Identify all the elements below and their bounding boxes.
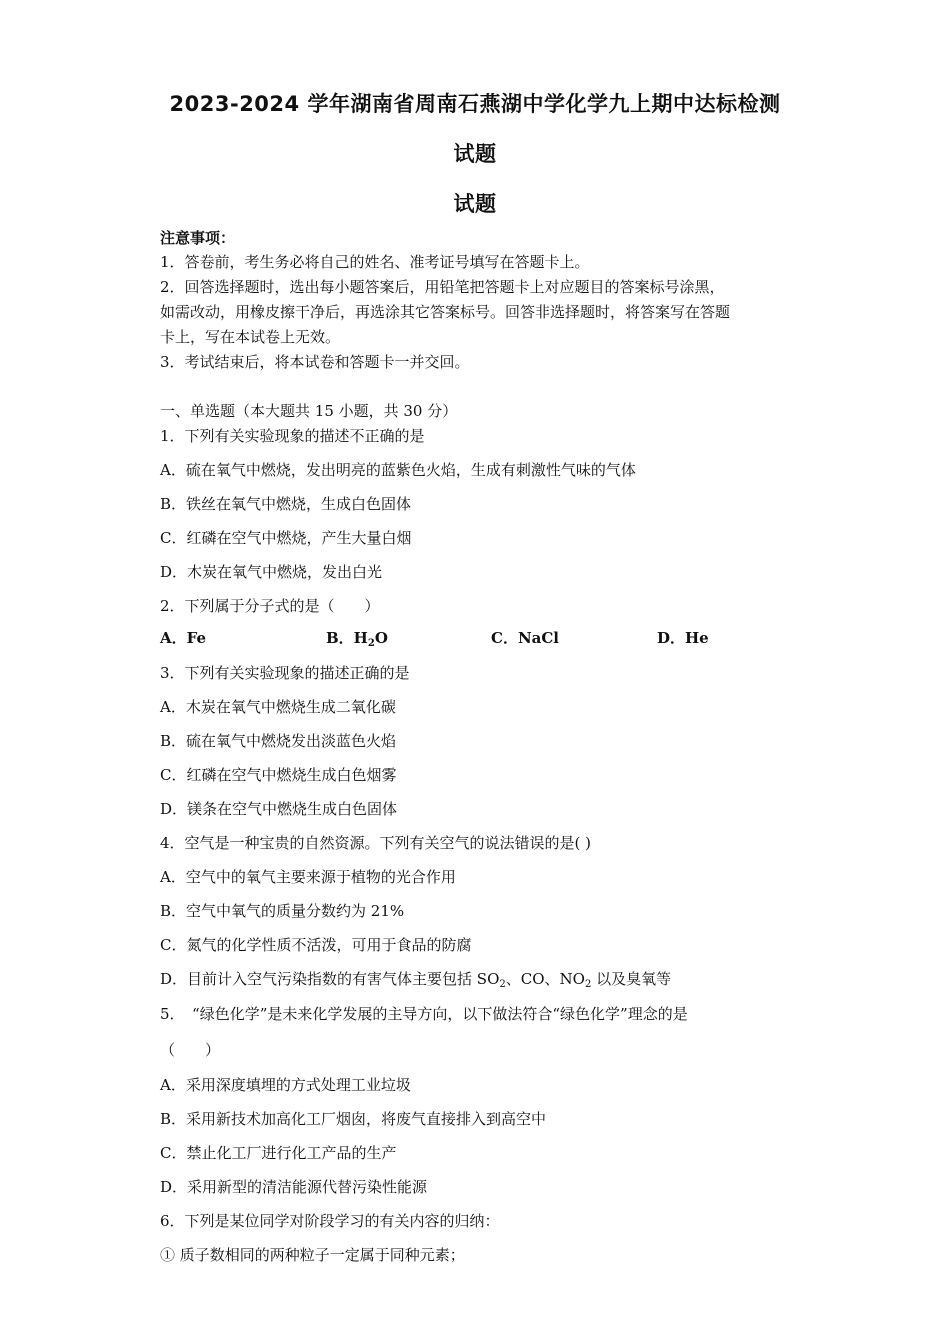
question-3-option-a: A．木炭在氧气中燃烧生成二氧化碳 (160, 698, 396, 716)
question-2-option-d: D．He (657, 629, 709, 647)
question-4-stem: 4．空气是一种宝贵的自然资源。下列有关空气的说法错误的是( ) (160, 834, 592, 852)
notice-item-1: 1．答卷前，考生务必将自己的姓名、准考证号填写在答题卡上。 (160, 253, 590, 271)
question-1-option-d: D．木炭在氧气中燃烧，发出白光 (160, 563, 383, 581)
document-title: 2023-2024 学年湖南省周南石燕湖中学化学九上期中达标检测 (169, 92, 781, 116)
question-2-option-a: A．Fe (160, 629, 207, 647)
option-b-suffix: O (374, 629, 388, 647)
question-1-option-a: A．硫在氧气中燃烧，发出明亮的蓝紫色火焰，生成有刺激性气味的气体 (160, 461, 636, 479)
question-6-item-1: ① 质子数相同的两种粒子一定属于同种元素； (160, 1246, 465, 1264)
option-d-part1: D．目前计入空气污染指数的有害气体主要包括 SO (160, 970, 500, 988)
subscript: 2 (367, 638, 375, 649)
notice-item-3: 3．考试结束后，将本试卷和答题卡一并交回。 (160, 353, 470, 371)
question-2-option-c: C．NaCl (491, 629, 560, 647)
question-4-option-d (160, 969, 671, 995)
question-4-option-b: B．空气中氧气的质量分数约为 21% (160, 902, 405, 920)
document-subtitle: 试题 (453, 192, 497, 216)
section-heading: 一、单选题（本大题共 15 小题，共 30 分） (160, 402, 458, 420)
question-3-option-b: B．硫在氧气中燃烧发出淡蓝色火焰 (160, 732, 397, 750)
question-2-stem: 2．下列属于分子式的是（ ） (160, 597, 380, 615)
question-3-option-c: C．红磷在空气中燃烧生成白色烟雾 (160, 766, 397, 784)
question-5-option-b: B．采用新技术加高化工厂烟囱，将废气直接排入到高空中 (160, 1110, 547, 1128)
question-1-option-b: B．铁丝在氧气中燃烧，生成白色固体 (160, 495, 412, 513)
question-1-option-c: C．红磷在空气中燃烧，产生大量白烟 (160, 529, 412, 547)
question-4-option-a: A．空气中的氧气主要来源于植物的光合作用 (160, 868, 456, 886)
subscript: 2 (584, 979, 592, 990)
notice-item-2-line2: 如需改动，用橡皮擦干净后，再选涂其它答案标号。回答非选择题时，将答案写在答题 (160, 303, 731, 321)
notice-heading: 注意事项： (160, 229, 236, 247)
notice-item-2-line1: 2．回答选择题时，选出每小题答案后，用铅笔把答题卡上对应题目的答案标号涂黑， (160, 278, 725, 296)
question-5-option-c: C．禁止化工厂进行化工产品的生产 (160, 1144, 397, 1162)
question-5-option-a: A．采用深度填埋的方式处理工业垃圾 (160, 1076, 411, 1094)
question-5-stem: 5． “绿色化学”是未来化学发展的主导方向，以下做法符合“绿色化学”理念的是 (160, 1005, 688, 1023)
subscript: 2 (499, 979, 506, 990)
question-4-option-c: C．氮气的化学性质不活泼，可用于食品的防腐 (160, 936, 472, 954)
option-d-part2: 、CO、NO (505, 970, 585, 988)
option-d-part3: 以及臭氧等 (591, 970, 672, 988)
question-6-stem: 6．下列是某位同学对阶段学习的有关内容的归纳： (160, 1212, 500, 1230)
question-3-stem: 3．下列有关实验现象的描述正确的是 (160, 664, 410, 682)
question-2-option-b (326, 628, 388, 654)
question-3-option-d: D．镁条在空气中燃烧生成白色固体 (160, 800, 398, 818)
question-5-stem-line2: （ ） (160, 1041, 221, 1059)
question-1-stem: 1．下列有关实验现象的描述不正确的是 (160, 427, 425, 445)
notice-item-2-line3: 卡上，写在本试卷上无效。 (160, 328, 341, 346)
option-b-prefix: B．H (326, 629, 368, 647)
question-5-option-d: D．采用新型的清洁能源代替污染性能源 (160, 1178, 428, 1196)
document-title-line2: 试题 (453, 142, 497, 166)
